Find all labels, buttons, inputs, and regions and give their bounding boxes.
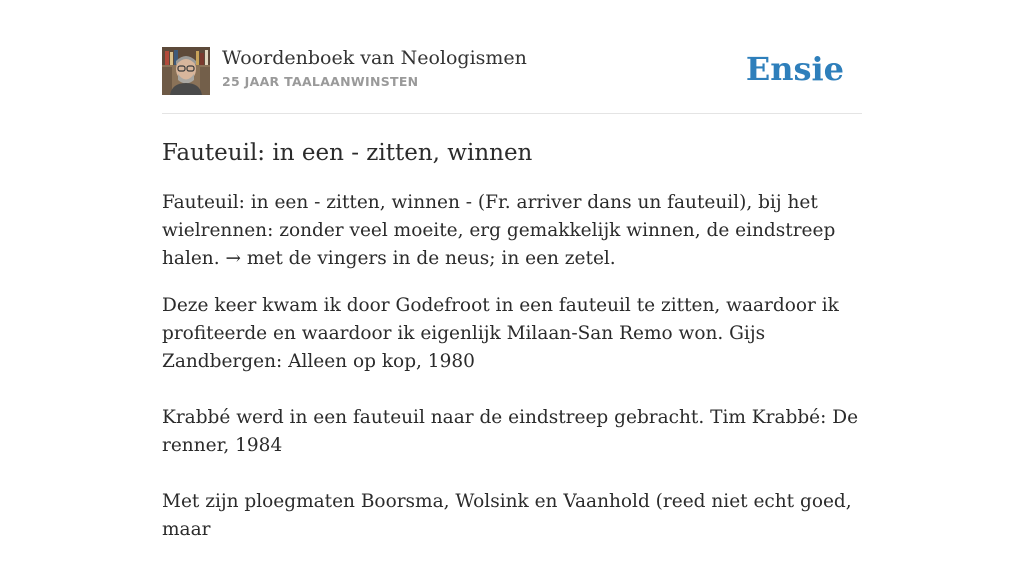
ensie-logo[interactable]: Ensie — [745, 50, 844, 88]
quote-2: Krabbé werd in een fauteuil naar de eindstreep gebracht. Tim Krabbé: De renner, 1984 — [162, 407, 859, 456]
entry-title: Fauteuil: in een - zitten, winnen — [162, 140, 533, 166]
avatar-portrait-image — [162, 47, 210, 95]
entry-content — [162, 189, 862, 563]
quote-1: Deze keer kwam ik door Godefroot in een fauteuil te zitten, waardoor ik profiteerde en waardoor ik eigenlijk Milaan-San Remo won. Gijs Zandbergen: Alleen op kop, 1980 — [162, 295, 839, 372]
site-title[interactable]: Woordenboek van Neologismen — [222, 47, 527, 69]
site-subtitle: 25 JAAR TAALAANWINSTEN — [222, 74, 419, 89]
author-avatar[interactable] — [162, 47, 210, 95]
entry-quotes — [162, 292, 862, 544]
quote-3: Met zijn ploegmaten Boorsma, Wolsink en Vaanhold (reed niet echt goed, maar — [162, 491, 852, 540]
entry-definition: Fauteuil: in een - zitten, winnen - (Fr. arriver dans un fauteuil), bij het wielrennen: zonder veel moeite, erg gemakkelijk winnen, de eindstreep halen. → met de vingers in de neus; in een zetel. — [162, 192, 836, 269]
header — [162, 46, 862, 96]
header-divider — [162, 113, 862, 114]
